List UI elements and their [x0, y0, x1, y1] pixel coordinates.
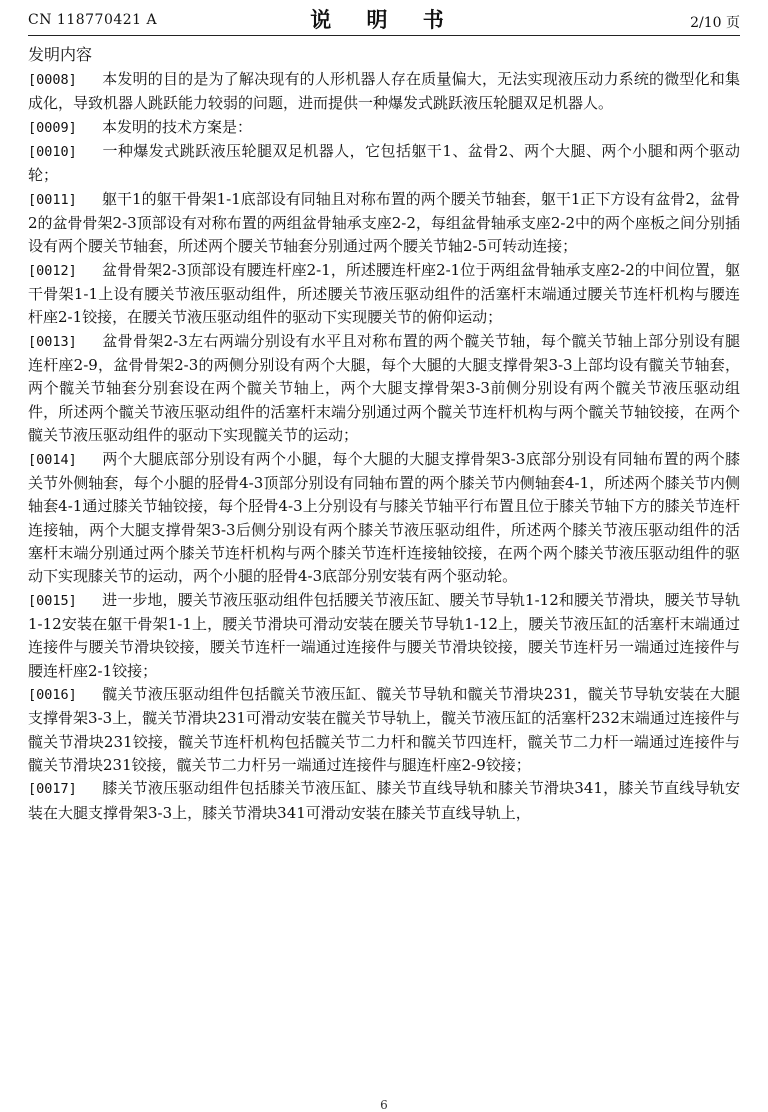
paragraph-0015 [28, 589, 740, 683]
paragraph-number: [0012] [28, 262, 77, 279]
paragraph-0009 [28, 116, 740, 140]
page-header [28, 4, 740, 34]
page-number: 6 [380, 1098, 388, 1112]
paragraph-text: 一种爆发式跳跃液压轮腿双足机器人，它包括躯干1、盆骨2、两个大腿、两个小腿和两个驱动轮； [28, 142, 740, 185]
paragraph-text: 盆骨骨架2-3顶部设有腰连杆座2-1，所述腰连杆座2-1位于两组盆骨轴承支座2-2的中间位置，躯干骨架1-1上设有腰关节液压驱动组件，所述腰关节液压驱动组件的活塞杆末端通过腰关节连杆机构与腰连杆座2-1铰接，在腰关节液压驱动组件的驱动下实现腰关节的俯仰运动； [28, 260, 740, 327]
paragraph-0017 [28, 777, 740, 825]
paragraph-text: 躯干1的躯干骨架1-1底部设有同轴且对称布置的两个腰关节轴套，躯干1正下方设有盆骨2，盆骨2的盆骨骨架2-3顶部设有对称布置的两组盆骨轴承支座2-2，每组盆骨轴承支座2-2中的两个座板之间分别插设有两个腰关节轴套，所述两个腰关节轴套分别通过两个腰关节轴2-5可转动连接； [28, 189, 741, 256]
paragraph-text: 进一步地，腰关节液压驱动组件包括腰关节液压缸、腰关节导轨1-12和腰关节滑块，腰关节导轨1-12安装在躯干骨架1-1上，腰关节滑块可滑动安装在腰关节导轨1-12上，腰关节液压缸的活塞杆末端通过连接件与腰关节滑块铰接，腰关节连杆一端通过连接件与腰关节滑块铰接，腰关节连杆另一端通过连接件与腰连杆座2-1铰接； [28, 590, 740, 680]
paragraph-0016 [28, 683, 740, 777]
paragraph-text: 髋关节液压驱动组件包括髋关节液压缸、髋关节导轨和髋关节滑块231，髋关节导轨安装在大腿支撑骨架3-3上，髋关节滑块231可滑动安装在髋关节导轨上，髋关节液压缸的活塞杆232末端通过连接件与髋关节滑块231铰接，髋关节连杆机构包括髋关节二力杆和髋关节四连杆，髋关节二力杆一端通过连接件与髋关节滑块231铰接，髋关节二力杆另一端通过连接件与腿连杆座2-9铰接； [28, 684, 740, 774]
paragraph-0008 [28, 68, 740, 116]
paragraph-number: [0013] [28, 333, 77, 350]
section-heading: 发明内容 [28, 45, 93, 64]
document-body [28, 42, 740, 825]
paragraph-text: 本发明的目的是为了解决现有的人形机器人存在质量偏大，无法实现液压动力系统的微型化和集成化，导致机器人跳跃能力较弱的问题，进而提供一种爆发式跳跃液压轮腿双足机器人。 [28, 70, 740, 113]
document-title: 说 明 书 [310, 7, 458, 32]
paragraph-0013 [28, 330, 740, 448]
paragraph-number: [0010] [28, 144, 77, 161]
paragraph-number: [0009] [28, 119, 77, 136]
paragraph-number: [0008] [28, 72, 77, 88]
paragraph-number: [0015] [28, 592, 77, 609]
paragraph-number: [0016] [28, 686, 77, 703]
page-indicator: 2/10 页 [690, 15, 740, 31]
paragraph-number: [0011] [28, 191, 77, 208]
publication-number: CN 118770421 A [28, 12, 158, 28]
paragraph-0011 [28, 188, 740, 259]
paragraph-text: 两个大腿底部分别设有两个小腿，每个大腿的大腿支撑骨架3-3底部分别设有同轴布置的两个膝关节外侧轴套，每个小腿的胫骨4-3顶部分别设有同轴布置的两个膝关节内侧轴套4-1，所述两个膝关节内侧轴套4-1通过膝关节轴铰接，每个胫骨4-3上分别设有与膝关节轴平行布置且位于膝关节轴下方的膝关节连杆连接轴，两个大腿支撑骨架3-3后侧分别设有两个膝关节液压驱动组件，所述两个膝关节液压驱动组件的活塞杆末端分别通过两个膝关节连杆机构与两个膝关节连杆连接轴铰接，在两个两个膝关节液压驱动组件的驱动下实现膝关节的运动，两个小腿的胫骨4-3底部分别安装有两个驱动轮。 [28, 449, 740, 586]
paragraph-number: [0017] [28, 781, 77, 798]
paragraph-0010 [28, 140, 740, 188]
paragraph-0012 [28, 259, 740, 330]
paragraph-number: [0014] [28, 451, 77, 468]
paragraph-0014 [28, 448, 740, 589]
header-divider [28, 35, 740, 36]
paragraph-text: 本发明的技术方案是： [102, 117, 253, 136]
paragraph-text: 膝关节液压驱动组件包括膝关节液压缸、膝关节直线导轨和膝关节滑块341，膝关节直线导轨安装在大腿支撑骨架3-3上，膝关节滑块341可滑动安装在膝关节直线导轨上， [28, 779, 740, 822]
paragraph-text: 盆骨骨架2-3左右两端分别设有水平且对称布置的两个髋关节轴，每个髋关节轴上部分别设有腿连杆座2-9，盆骨骨架2-3的两侧分别设有两个大腿，每个大腿的大腿支撑骨架3-3上部均设有髋关节轴套，两个髋关节轴套分别套设在两个髋关节轴上，两个大腿支撑骨架3-3前侧分别设有两个髋关节液压驱动组件，所述两个髋关节液压驱动组件的活塞杆末端分别通过两个髋关节连杆机构与两个髋关节轴铰接，在两个髋关节液压驱动组件的驱动下实现髋关节的运动； [28, 331, 740, 445]
